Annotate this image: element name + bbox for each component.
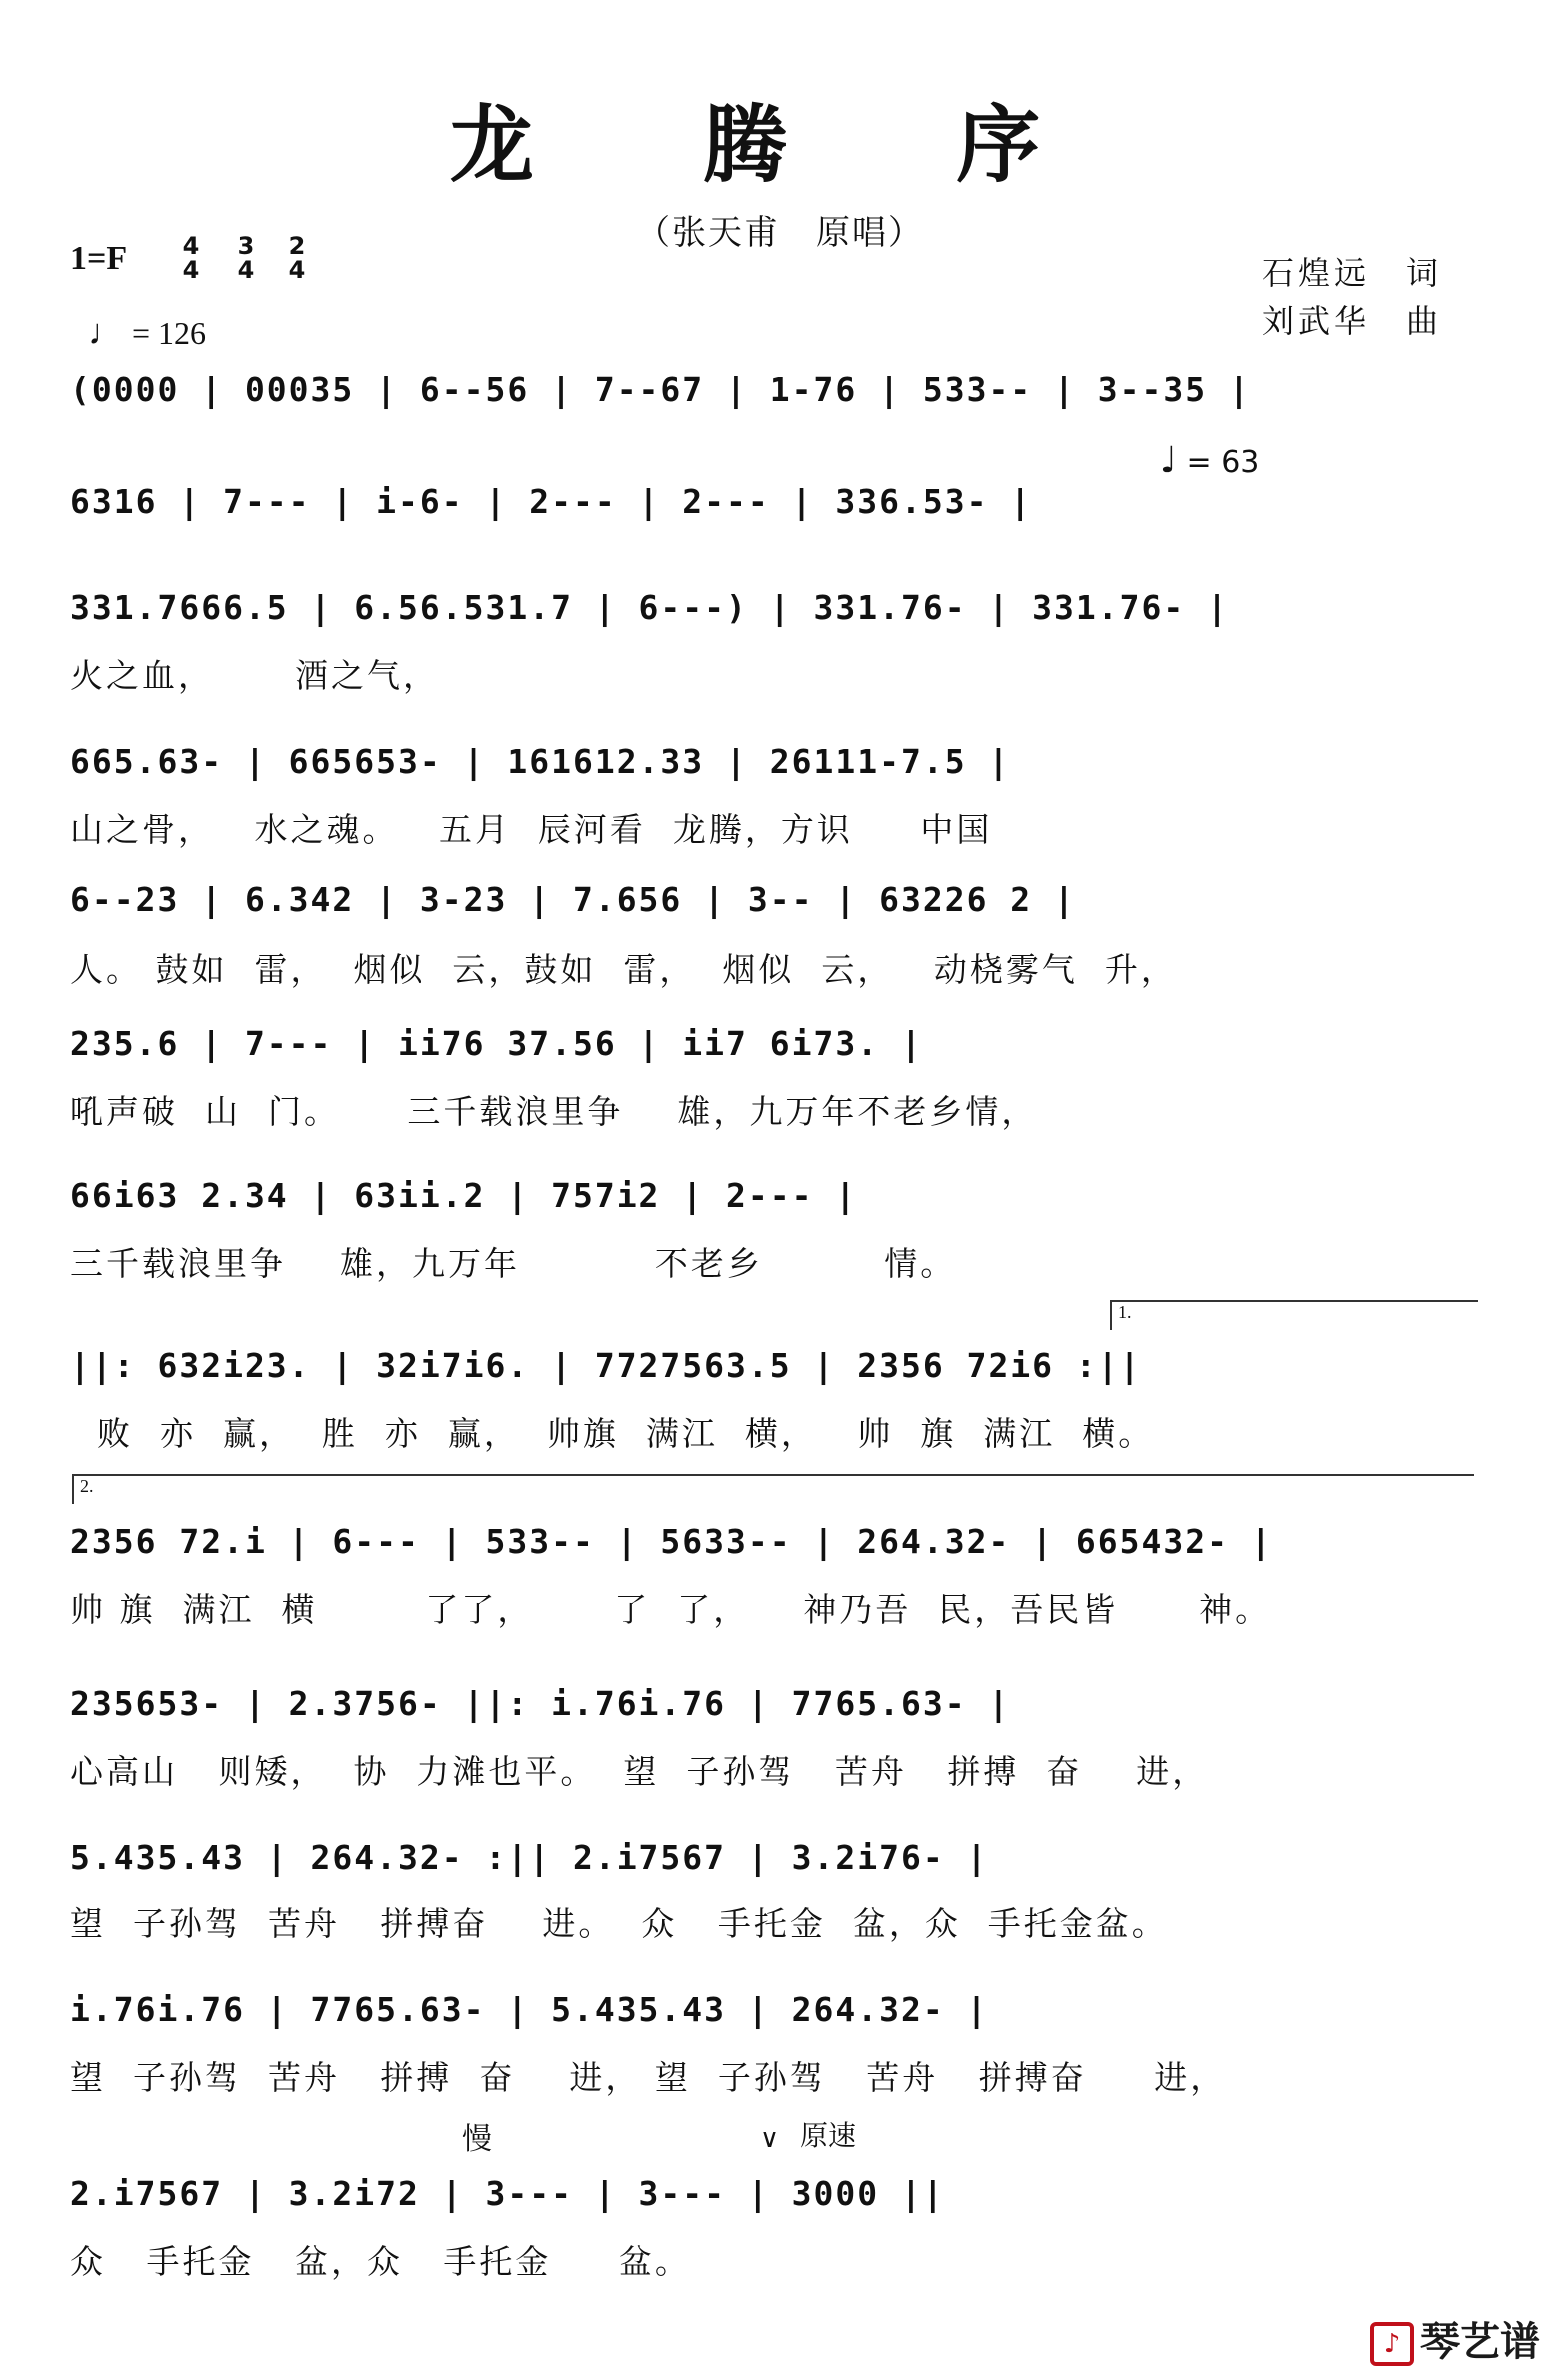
time-signature-2: 3 4 xyxy=(237,232,255,284)
lyricist-credit: 石煌远 词 xyxy=(1262,254,1443,292)
notation-row-13: 2.i7567 | 3.2i72 | 3--- | 3--- | 3000 || xyxy=(70,2174,945,2213)
lyric-row-13: 众 手托金 盆，众 手托金 盆。 xyxy=(70,2242,691,2281)
quarter-note-icon: ♩ xyxy=(88,312,124,352)
time-signature-3: 2 4 xyxy=(288,232,306,284)
lyric-row-3: 火之血， 酒之气， xyxy=(70,656,439,695)
tempo-marking: ♩ = 126 xyxy=(88,312,207,352)
tempo-slow-marking: ♩ = 63 xyxy=(1160,440,1260,481)
notation-row-10: 235653- | 2.3756- ||: i.76i.76 | 7765.63- | xyxy=(70,1684,1011,1723)
volta-label-1: 1. xyxy=(1118,1302,1132,1322)
notation-row-12: i.76i.76 | 7765.63- | 5.435.43 | 264.32- | xyxy=(70,1990,989,2029)
lyric-row-4: 山之骨， 水之魂。 五月 辰河看 龙腾，方识 中国 xyxy=(70,810,993,849)
volta-bracket-2 xyxy=(72,1474,1474,1504)
notation-row-1: (0000 | 00035 | 6--56 | 7--67 | 1-76 | 533-- | 3--35 | xyxy=(70,370,1251,409)
notation-row-7: 66i63 2.34 | 63ii.2 | 757i2 | 2--- | xyxy=(70,1176,858,1215)
notation-row-5: 6--23 | 6.342 | 3-23 | 7.656 | 3-- | 63226 2 | xyxy=(70,880,1076,919)
lyric-row-10: 心高山 则矮， 协 力滩也平。 望 子孙驾 苦舟 拼搏 奋 进， xyxy=(70,1752,1209,1791)
lyric-row-8: 败 亦 赢， 胜 亦 赢， 帅旗 满江 横， 帅 旗 满江 横。 xyxy=(70,1414,1155,1453)
notation-row-4: 665.63- | 665653- | 161612.33 | 26111-7.5 | xyxy=(70,742,1011,781)
notation-row-8: ||: 632i23. | 32i7i6. | 7727563.5 | 2356 72i6 :|| xyxy=(70,1346,1142,1385)
notation-row-9: 2356 72.i | 6--- | 533-- | 5633-- | 264.32- | 665432- | xyxy=(70,1522,1273,1561)
lyric-row-9: 帅 旗 满江 横 了了， 了 了， 神乃吾 民，吾民皆 神。 xyxy=(70,1590,1272,1629)
original-tempo-marking: 原速 xyxy=(800,2119,857,2152)
notation-row-11: 5.435.43 | 264.32- :|| 2.i7567 | 3.2i76- | xyxy=(70,1838,989,1877)
song-subtitle: （张天甫 原唱） xyxy=(636,213,924,253)
lyric-row-6: 吼声破 山 门。 三千载浪里争 雄，九万年不老乡情， xyxy=(70,1092,1038,1131)
lyric-row-12: 望 子孙驾 苦舟 拼搏 奋 进， 望 子孙驾 苦舟 拼搏奋 进， xyxy=(70,2058,1227,2097)
volta-label-2: 2. xyxy=(80,1476,94,1496)
lyric-row-5: 人。 鼓如 雷， 烟似 云，鼓如 雷， 烟似 云， 动桡雾气 升， xyxy=(70,950,1177,989)
slow-marking: 慢 xyxy=(462,2122,492,2157)
volta-bracket-1 xyxy=(1110,1300,1478,1330)
composer-credit: 刘武华 曲 xyxy=(1262,302,1443,340)
site-logo: ♪ 琴艺谱 xyxy=(1370,2310,1540,2367)
key-signature: 1=F xyxy=(70,240,128,277)
notation-row-2: 6316 | 7--- | i-6- | 2--- | 2--- | 336.53- | xyxy=(70,482,1033,521)
lyric-row-7: 三千载浪里争 雄，九万年 不老乡 情。 xyxy=(70,1244,957,1283)
music-note-icon: ♪ xyxy=(1370,2322,1414,2366)
time-signature-1: 4 4 xyxy=(182,232,200,284)
notation-row-6: 235.6 | 7--- | ii76 37.56 | ii7 6i73. | xyxy=(70,1024,923,1063)
lyric-row-11: 望 子孙驾 苦舟 拼搏奋 进。 众 手托金 盆，众 手托金盆。 xyxy=(70,1904,1168,1943)
notation-row-3: 331.7666.5 | 6.56.531.7 | 6---) | 331.76- | 331.76- | xyxy=(70,588,1229,627)
quarter-note-icon: ♩ xyxy=(1160,440,1177,481)
song-title: 龙 腾 序 xyxy=(449,95,1111,194)
breath-mark: ∨ xyxy=(760,2124,780,2154)
